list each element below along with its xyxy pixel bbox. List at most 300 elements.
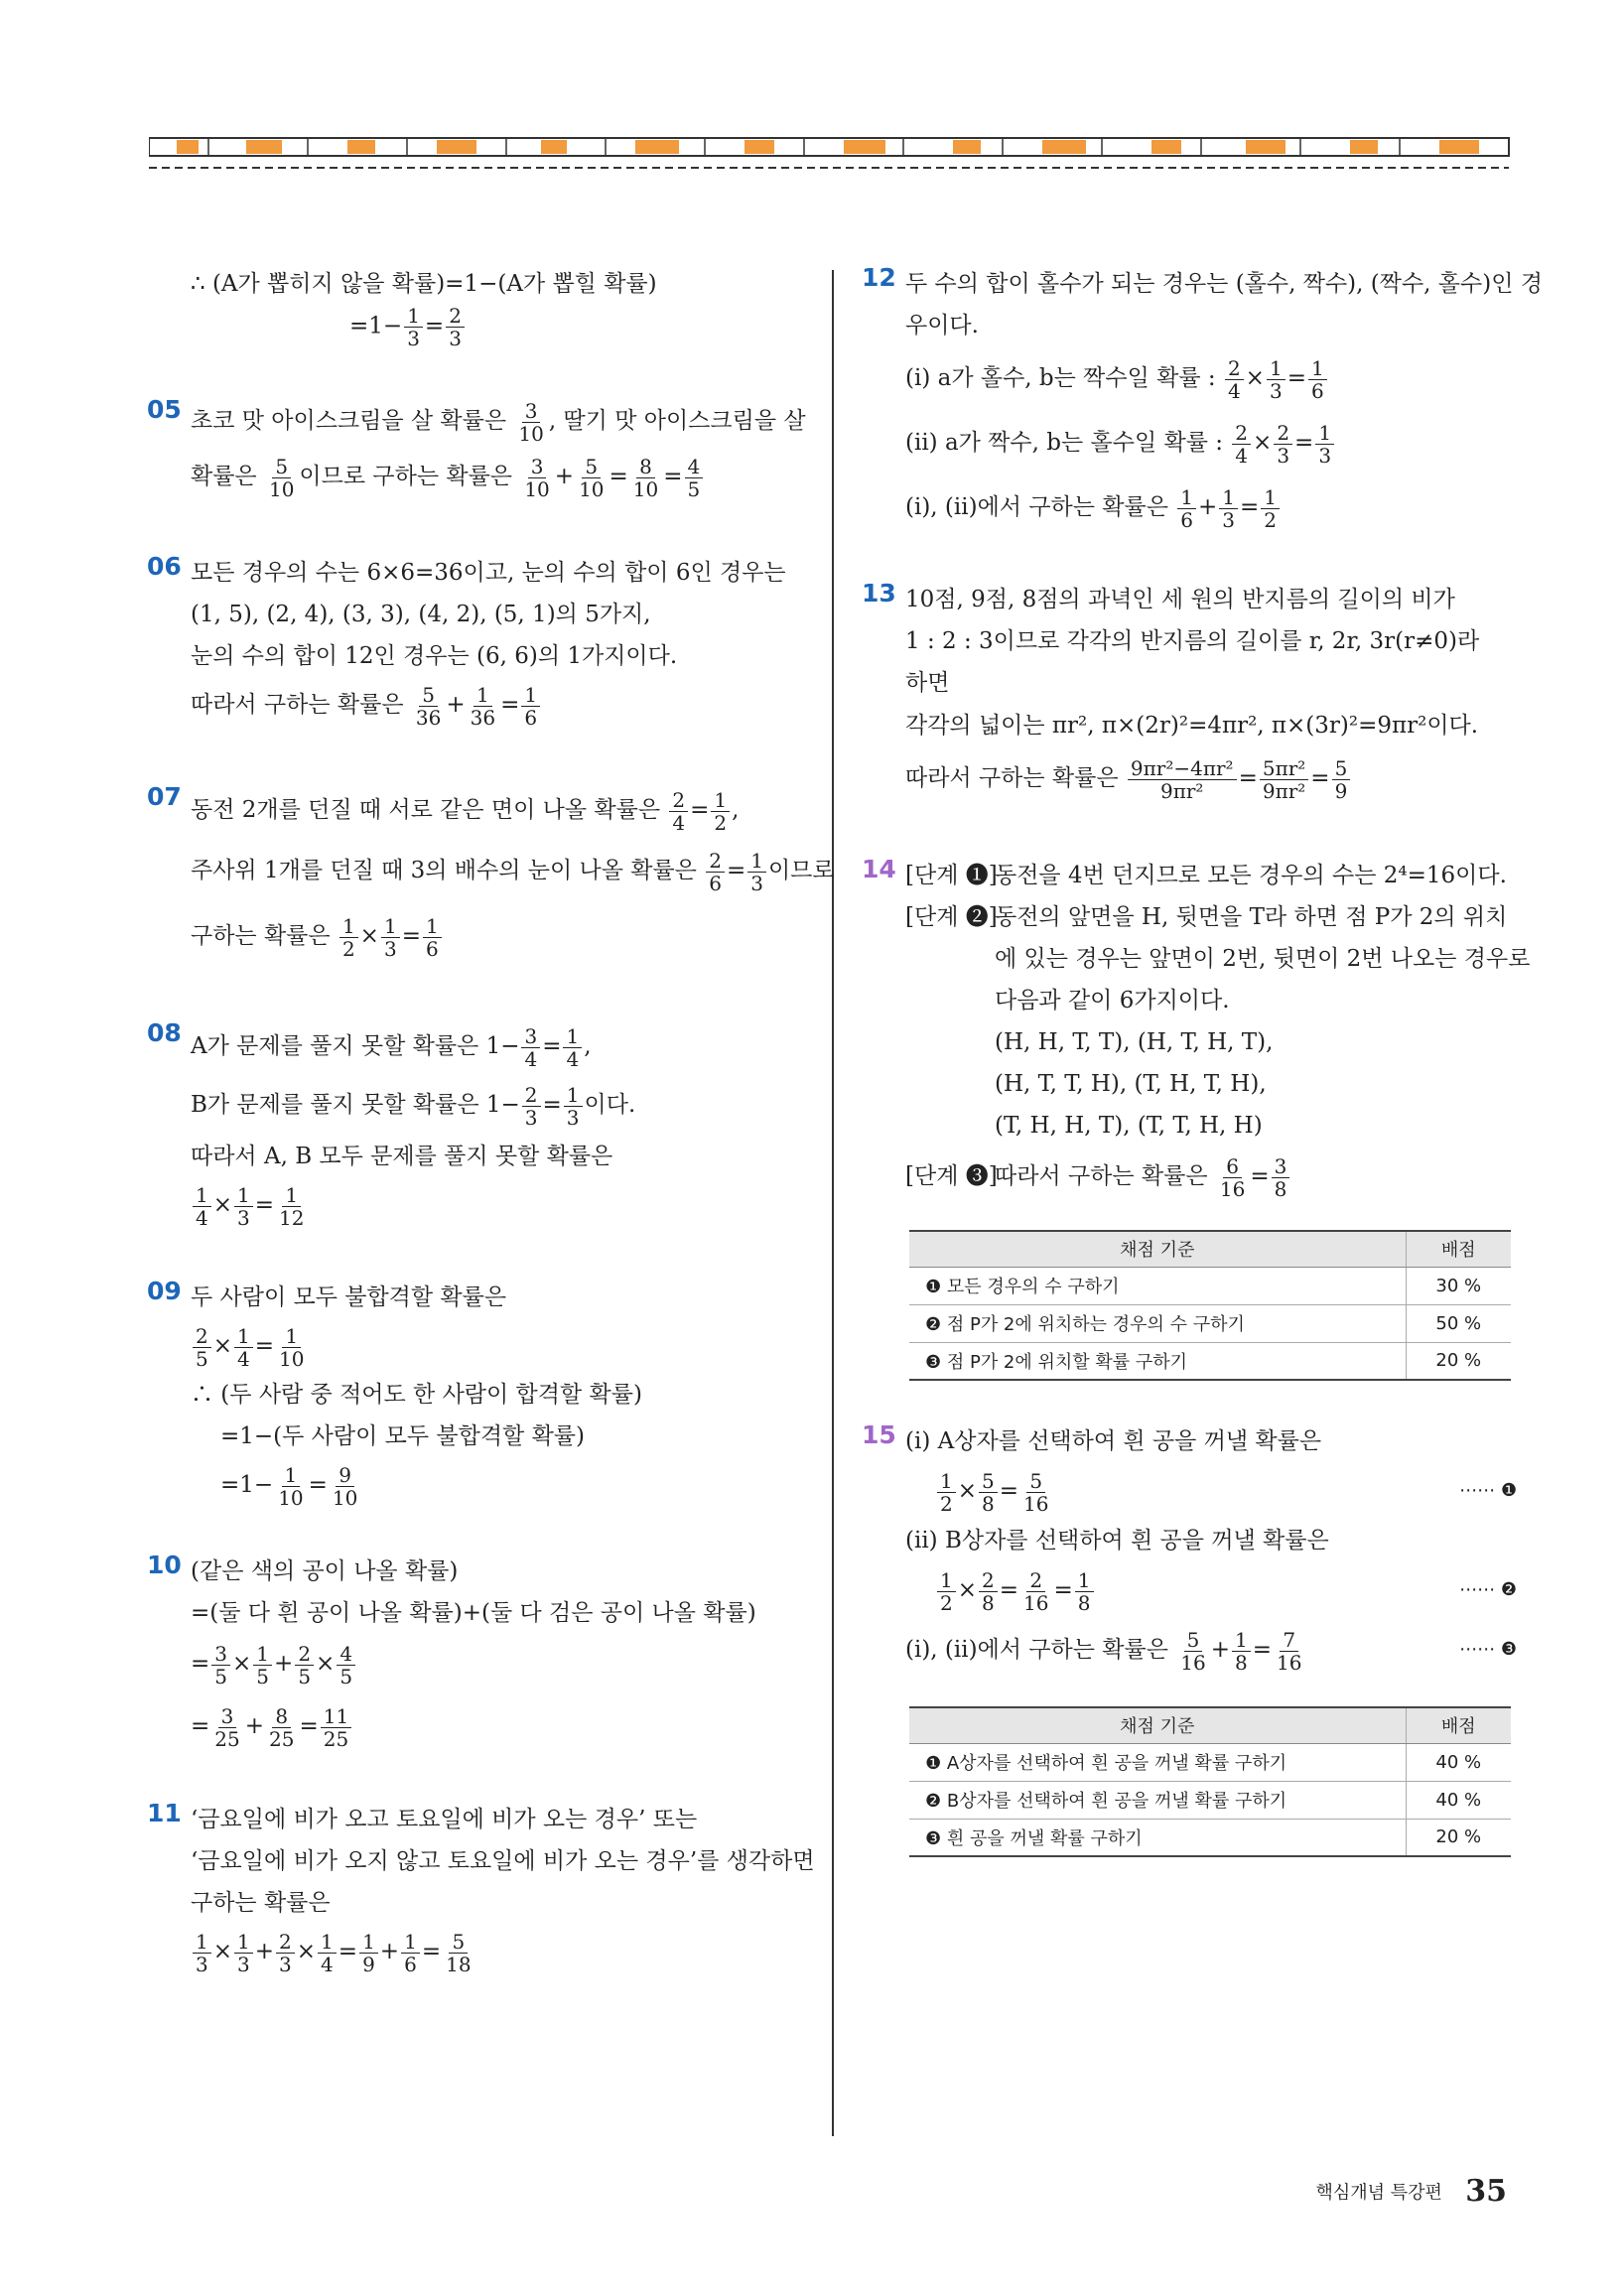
fraction bbox=[685, 456, 704, 500]
p10-line-3 bbox=[191, 1634, 812, 1693]
denominator: 2 bbox=[940, 1590, 953, 1615]
fraction bbox=[381, 915, 400, 960]
equals: = bbox=[542, 1092, 562, 1118]
problem-number: 13 bbox=[862, 579, 896, 608]
p07-text: 구하는 확률은 bbox=[191, 923, 338, 949]
p10-text: = bbox=[191, 1713, 210, 1739]
problem-08 bbox=[147, 1018, 812, 1233]
denominator: 6 bbox=[709, 871, 722, 895]
p12-text: (ⅰ), (ⅱ)에서 구하는 확률은 bbox=[905, 494, 1176, 520]
fraction bbox=[359, 1931, 378, 1975]
problem-number: 12 bbox=[862, 263, 896, 292]
table-row bbox=[909, 1267, 1511, 1304]
table-row bbox=[909, 1743, 1511, 1781]
problem-number: 11 bbox=[147, 1799, 182, 1827]
p15-line-2 bbox=[905, 1462, 1517, 1520]
p06-line-1: 모든 경우의 수는 6×6=36이고, 눈의 수의 합이 6인 경우는 bbox=[191, 560, 786, 586]
p09-text: =1− bbox=[220, 1472, 274, 1498]
problem-07 bbox=[147, 782, 835, 969]
denominator: 5 bbox=[214, 1664, 228, 1688]
fraction bbox=[253, 1643, 272, 1688]
times: × bbox=[296, 1939, 317, 1964]
denominator: 3 bbox=[407, 327, 420, 350]
p14-line-4: 다음과 같이 6가지이다. bbox=[995, 988, 1230, 1013]
numerator: 2 bbox=[446, 305, 465, 328]
problem-number: 07 bbox=[147, 782, 182, 811]
step-label: [단계 ❷] bbox=[905, 904, 998, 930]
numerator: 5 bbox=[1026, 1470, 1045, 1493]
p09-line-1: 두 사람이 모두 불합격할 확률은 bbox=[191, 1284, 507, 1310]
p05-line-2 bbox=[191, 447, 812, 506]
equals: = bbox=[500, 692, 520, 718]
denominator: 9 bbox=[1334, 778, 1348, 803]
numerator: 3 bbox=[521, 1025, 540, 1048]
denominator: 16 bbox=[1023, 1590, 1049, 1615]
times: × bbox=[1253, 430, 1273, 456]
p14-line-6: (H, T, T, H), (T, H, T, H), bbox=[995, 1071, 1267, 1097]
p08-text: A가 문제를 풀지 못할 확률은 1− bbox=[191, 1033, 520, 1059]
p10-line-4 bbox=[191, 1693, 812, 1759]
points-cell: 30 % bbox=[1406, 1267, 1511, 1304]
numerator: 5 bbox=[1184, 1629, 1203, 1652]
fraction bbox=[234, 1184, 253, 1229]
equals: = bbox=[999, 1478, 1019, 1504]
criteria-cell: ❶ A상자를 선택하여 흰 공을 꺼낼 확률 구하기 bbox=[909, 1743, 1406, 1781]
equals: = bbox=[609, 464, 628, 489]
step-label: [단계 ❶] bbox=[905, 863, 998, 888]
denominator: 8 bbox=[1077, 1590, 1091, 1615]
numerator: 1 bbox=[521, 684, 540, 707]
numerator: 5πr² bbox=[1260, 757, 1308, 780]
problem-09 bbox=[147, 1277, 812, 1513]
denominator: 25 bbox=[214, 1726, 240, 1751]
equals: = bbox=[1294, 430, 1314, 456]
denominator: 3 bbox=[566, 1105, 580, 1130]
fraction bbox=[413, 684, 444, 729]
fraction bbox=[276, 1931, 295, 1975]
times: × bbox=[212, 1192, 233, 1218]
p12-line-2: 우이다. bbox=[905, 313, 979, 338]
denominator: 5 bbox=[256, 1664, 270, 1688]
denominator: 3 bbox=[237, 1952, 250, 1976]
denominator: 2 bbox=[714, 810, 728, 835]
equals: = bbox=[1286, 365, 1306, 391]
numerator: 1 bbox=[937, 1470, 956, 1493]
numerator: 1 bbox=[401, 1931, 420, 1954]
denominator: 4 bbox=[672, 810, 686, 835]
denominator: 3 bbox=[1318, 443, 1332, 468]
p11-line-3: 구하는 확률은 bbox=[191, 1890, 331, 1916]
equals: = bbox=[663, 464, 683, 489]
fraction bbox=[275, 1464, 306, 1509]
book-title: 핵심개념 특강편 bbox=[1315, 2182, 1442, 2204]
numerator: 2 bbox=[295, 1643, 314, 1666]
fraction bbox=[521, 456, 552, 500]
denominator: 6 bbox=[404, 1952, 417, 1976]
scoring-table-14 bbox=[909, 1230, 1511, 1381]
denominator: 3 bbox=[449, 327, 462, 350]
p15-text: (ⅰ), (ⅱ)에서 구하는 확률은 bbox=[905, 1637, 1176, 1663]
fraction bbox=[211, 1705, 242, 1750]
numerator: 5 bbox=[419, 684, 438, 707]
fraction bbox=[1308, 357, 1327, 402]
fraction bbox=[515, 400, 546, 445]
p15-line-4 bbox=[905, 1561, 1517, 1619]
fraction bbox=[234, 1931, 253, 1975]
times: × bbox=[957, 1577, 978, 1603]
equals: = bbox=[421, 1939, 442, 1964]
plus: + bbox=[1198, 494, 1218, 520]
problem-04-continued bbox=[147, 263, 812, 349]
fraction bbox=[1020, 1569, 1051, 1614]
problem-number: 08 bbox=[147, 1018, 182, 1047]
fraction bbox=[1225, 357, 1244, 402]
p07-text: 이므로 bbox=[767, 858, 835, 883]
column-divider bbox=[832, 270, 834, 2136]
p14-text: 따라서 구하는 확률은 bbox=[995, 1163, 1215, 1189]
p07-text: , bbox=[732, 797, 740, 823]
equals: = bbox=[726, 858, 746, 883]
p08-line-3: 따라서 A, B 모두 문제를 풀지 못할 확률은 bbox=[191, 1144, 613, 1169]
p13-line-4: 각각의 넓이는 πr², π×(2r)²=4πr², π×(3r)²=9πr²이다. bbox=[905, 713, 1479, 739]
p07-text: 동전 2개를 던질 때 서로 같은 면이 나올 확률은 bbox=[191, 797, 668, 823]
fraction bbox=[318, 1931, 337, 1975]
numerator: 1 bbox=[474, 684, 492, 707]
numerator: 1 bbox=[747, 850, 766, 873]
p13-line-1: 10점, 9점, 8점의 과녁인 세 원의 반지름의 길이의 비가 bbox=[905, 587, 1455, 612]
points-cell: 20 % bbox=[1406, 1342, 1511, 1380]
fraction bbox=[1274, 1629, 1304, 1674]
fraction bbox=[1075, 1569, 1094, 1614]
criteria-cell: ❶ 모든 경우의 수 구하기 bbox=[909, 1267, 1406, 1304]
p06-line-3: 눈의 수의 합이 12인 경우는 (6, 6)의 1가지이다. bbox=[191, 643, 678, 669]
equals: = bbox=[401, 923, 421, 949]
denominator: 3 bbox=[1269, 378, 1283, 403]
criteria-cell: ❷ B상자를 선택하여 흰 공을 꺼낼 확률 구하기 bbox=[909, 1781, 1406, 1819]
fraction bbox=[1219, 486, 1238, 531]
equals: = bbox=[999, 1577, 1019, 1603]
problem-10 bbox=[147, 1551, 812, 1759]
p05-text: , 딸기 맛 아이스크림을 살 bbox=[548, 408, 806, 434]
numerator: 1 bbox=[1261, 486, 1280, 509]
fraction bbox=[295, 1643, 314, 1688]
fraction bbox=[404, 305, 423, 349]
fraction bbox=[1177, 1629, 1208, 1674]
p08-line-2 bbox=[191, 1074, 812, 1136]
p15-line-5 bbox=[905, 1619, 1517, 1681]
fraction bbox=[576, 456, 607, 500]
fraction bbox=[423, 915, 442, 960]
fraction bbox=[711, 789, 730, 834]
fraction bbox=[276, 1184, 307, 1229]
numerator: 3 bbox=[218, 1705, 237, 1728]
equals: = bbox=[1252, 1637, 1273, 1663]
denominator: 5 bbox=[339, 1664, 353, 1688]
denominator: 5 bbox=[196, 1346, 208, 1371]
fraction bbox=[446, 305, 465, 349]
problem-12 bbox=[862, 263, 1543, 539]
numerator: 1 bbox=[563, 1025, 582, 1048]
plus: + bbox=[379, 1939, 400, 1964]
denominator: 25 bbox=[323, 1726, 349, 1751]
criteria-cell: ❸ 흰 공을 꺼낼 확률 구하기 bbox=[909, 1819, 1406, 1856]
times: × bbox=[316, 1651, 336, 1677]
denominator: 3 bbox=[279, 1952, 292, 1976]
fraction bbox=[337, 1643, 355, 1688]
denominator: 36 bbox=[470, 705, 496, 730]
equals: = bbox=[542, 1033, 562, 1059]
numerator: 2 bbox=[669, 789, 688, 812]
denominator: 3 bbox=[750, 871, 763, 895]
p04-line-1: ∴ (A가 뽑히지 않을 확률)=1−(A가 뽑힐 확률) bbox=[191, 271, 657, 297]
plus: + bbox=[554, 464, 575, 489]
p08-line-1 bbox=[191, 1018, 812, 1074]
fraction bbox=[468, 684, 498, 729]
numerator: 1 bbox=[404, 305, 423, 328]
criteria-cell: ❷ 점 P가 2에 위치하는 경우의 수 구하기 bbox=[909, 1304, 1406, 1342]
numerator: 3 bbox=[522, 400, 541, 423]
left-column bbox=[147, 263, 835, 1979]
fraction bbox=[1232, 1629, 1251, 1674]
denominator: 12 bbox=[279, 1205, 305, 1230]
fraction bbox=[211, 1643, 230, 1688]
numerator: 9πr²−4πr² bbox=[1128, 757, 1237, 780]
p14-line-3: 에 있는 경우는 앞면이 2번, 뒷면이 2번 나오는 경우로 bbox=[995, 946, 1531, 972]
p15-line-3: (ⅱ) B상자를 선택하여 흰 공을 꺼낼 확률은 bbox=[905, 1528, 1329, 1553]
fraction bbox=[266, 456, 297, 500]
problem-06 bbox=[147, 552, 812, 733]
table-row bbox=[909, 1342, 1511, 1380]
denominator: 6 bbox=[524, 705, 538, 730]
fraction bbox=[522, 1084, 541, 1129]
denominator: 6 bbox=[425, 936, 439, 961]
denominator: 4 bbox=[321, 1952, 334, 1976]
numerator: 1 bbox=[253, 1643, 272, 1666]
p12-line-3 bbox=[905, 346, 1517, 410]
times: × bbox=[232, 1651, 252, 1677]
denominator: 3 bbox=[524, 1105, 538, 1130]
denominator: 9πr² bbox=[1262, 778, 1306, 803]
problem-number: 05 bbox=[147, 395, 182, 424]
fraction bbox=[1267, 357, 1286, 402]
plus: + bbox=[1210, 1637, 1230, 1663]
equals: = bbox=[254, 1192, 275, 1218]
denominator: 16 bbox=[1180, 1650, 1206, 1675]
numerator: 5 bbox=[1332, 757, 1351, 780]
fraction bbox=[193, 1325, 211, 1370]
denominator: 6 bbox=[1310, 378, 1324, 403]
fraction bbox=[321, 1705, 351, 1750]
equals: = bbox=[338, 1939, 358, 1964]
p12-line-5 bbox=[905, 475, 1517, 539]
p14-line-7: (T, H, H, T), (T, T, H, H) bbox=[995, 1113, 1263, 1139]
denominator: 5 bbox=[687, 476, 701, 501]
p04-line-2 bbox=[191, 305, 812, 349]
numerator: 1 bbox=[1308, 357, 1327, 380]
fraction bbox=[1020, 1470, 1051, 1515]
numerator: 1 bbox=[193, 1931, 211, 1954]
denominator: 8 bbox=[982, 1590, 995, 1615]
fraction bbox=[630, 456, 661, 500]
step-label: [단계 ❸] bbox=[905, 1163, 998, 1189]
numerator: 1 bbox=[423, 915, 442, 938]
fraction bbox=[1217, 1155, 1248, 1200]
fraction bbox=[1261, 486, 1280, 531]
fraction bbox=[937, 1569, 956, 1614]
page-footer bbox=[1316, 2174, 1508, 2209]
criteria-header: 채점 기준 bbox=[909, 1707, 1406, 1743]
p12-text: (ⅱ) a가 짝수, b는 홀수일 확률 : bbox=[905, 430, 1231, 456]
p06-line-4 bbox=[191, 677, 812, 733]
numerator: 2 bbox=[979, 1569, 998, 1592]
p08-text: , bbox=[584, 1033, 592, 1059]
denominator: 16 bbox=[1023, 1491, 1049, 1516]
p08-line-4 bbox=[191, 1177, 812, 1233]
equals: = bbox=[1250, 1163, 1270, 1189]
times: × bbox=[212, 1333, 233, 1359]
fraction bbox=[276, 1325, 307, 1370]
page-number: 35 bbox=[1465, 2174, 1507, 2209]
plus: + bbox=[446, 692, 466, 718]
denominator: 10 bbox=[332, 1485, 358, 1510]
fraction bbox=[937, 1470, 956, 1515]
fraction bbox=[669, 789, 688, 834]
equals: = bbox=[1238, 765, 1258, 791]
p11-line-1: ‘금요일에 비가 오고 토요일에 비가 오는 경우’ 또는 bbox=[191, 1807, 698, 1832]
p08-text: 이다. bbox=[584, 1092, 636, 1118]
p10-line-2: =(둘 다 흰 공이 나올 확률)+(둘 다 검은 공이 나올 확률) bbox=[191, 1600, 756, 1626]
numerator: 1 bbox=[359, 1931, 378, 1954]
fraction bbox=[1272, 1155, 1290, 1200]
numerator: 1 bbox=[1315, 422, 1334, 445]
equals: = bbox=[1310, 765, 1330, 791]
fraction bbox=[1332, 757, 1351, 802]
equals: = bbox=[308, 1472, 328, 1498]
p06-line-2: (1, 5), (2, 4), (3, 3), (4, 2), (5, 1)의 5가지, bbox=[191, 602, 651, 627]
fraction bbox=[1274, 422, 1292, 467]
equals: = bbox=[1240, 494, 1260, 520]
equals: = bbox=[690, 797, 710, 823]
fraction bbox=[563, 1025, 582, 1070]
p12-line-4 bbox=[905, 410, 1517, 475]
fraction bbox=[979, 1470, 998, 1515]
times: × bbox=[957, 1478, 978, 1504]
p12-text: (ⅰ) a가 홀수, b는 짝수일 확률 : bbox=[905, 365, 1223, 391]
fraction bbox=[1232, 422, 1251, 467]
p10-text: = bbox=[191, 1651, 210, 1677]
numerator: 1 bbox=[1075, 1569, 1094, 1592]
plus: + bbox=[244, 1713, 265, 1739]
equals: = bbox=[424, 313, 445, 339]
p11-line-4 bbox=[191, 1924, 812, 1979]
denominator: 8 bbox=[1235, 1650, 1248, 1675]
denominator: 10 bbox=[268, 476, 295, 501]
p09-line-2 bbox=[191, 1318, 812, 1374]
numerator: 2 bbox=[706, 850, 725, 873]
denominator: 4 bbox=[524, 1046, 538, 1071]
p05-text: 초코 맛 아이스크림을 살 확률은 bbox=[191, 408, 514, 434]
denominator: 3 bbox=[237, 1205, 250, 1230]
p13-text: 따라서 구하는 확률은 bbox=[905, 765, 1126, 791]
table-row bbox=[909, 1304, 1511, 1342]
numerator: 1 bbox=[282, 1464, 301, 1487]
problem-number: 10 bbox=[147, 1551, 182, 1579]
points-cell: 40 % bbox=[1406, 1781, 1511, 1819]
numerator: 2 bbox=[276, 1931, 295, 1954]
numerator: 1 bbox=[711, 789, 730, 812]
fraction bbox=[1128, 757, 1237, 802]
denominator: 3 bbox=[1277, 443, 1290, 468]
equals: = bbox=[254, 1333, 275, 1359]
table-row bbox=[909, 1781, 1511, 1819]
denominator: 6 bbox=[1180, 507, 1193, 532]
p14-line-1 bbox=[905, 855, 1517, 896]
denominator: 5 bbox=[298, 1664, 312, 1688]
p13-line-2: 1 : 2 : 3이므로 각각의 반지름의 길이를 r, 2r, 3r(r≠0)라 bbox=[905, 628, 1480, 654]
plus: + bbox=[254, 1939, 275, 1964]
denominator: 16 bbox=[1219, 1176, 1246, 1201]
numerator: 3 bbox=[211, 1643, 230, 1666]
numerator: 1 bbox=[318, 1931, 337, 1954]
p14-line-2 bbox=[905, 896, 1517, 938]
fraction bbox=[706, 850, 725, 894]
problem-number: 14 bbox=[862, 855, 896, 883]
problem-13 bbox=[862, 579, 1517, 809]
p15-line-1: (ⅰ) A상자를 선택하여 흰 공을 꺼낼 확률은 bbox=[905, 1428, 1322, 1454]
p09-line-4: =1−(두 사람이 모두 불합격할 확률) bbox=[220, 1423, 585, 1449]
numerator: 9 bbox=[336, 1464, 354, 1487]
denominator: 8 bbox=[982, 1491, 995, 1516]
points-cell: 40 % bbox=[1406, 1743, 1511, 1781]
denominator: 4 bbox=[196, 1205, 208, 1230]
points-header: 배점 bbox=[1406, 1707, 1511, 1743]
step-marker: ⋯⋯ ❶ bbox=[1459, 1480, 1517, 1501]
problem-11 bbox=[147, 1799, 815, 1979]
times: × bbox=[359, 923, 379, 949]
numerator: 2 bbox=[1026, 1569, 1045, 1592]
header-ruler-decoration bbox=[149, 134, 1511, 174]
numerator: 1 bbox=[564, 1084, 583, 1107]
numerator: 6 bbox=[1223, 1155, 1242, 1178]
numerator: 1 bbox=[282, 1325, 301, 1348]
denominator: 18 bbox=[446, 1952, 472, 1976]
denominator: 10 bbox=[524, 476, 550, 501]
denominator: 3 bbox=[383, 936, 397, 961]
p12-line-1: 두 수의 합이 홀수가 되는 경우는 (홀수, 짝수), (짝수, 홀수)인 경 bbox=[905, 271, 1543, 297]
denominator: 36 bbox=[415, 705, 442, 730]
numerator: 3 bbox=[528, 456, 547, 478]
denominator: 2 bbox=[341, 936, 355, 961]
p04-text: =1− bbox=[349, 313, 403, 339]
fraction bbox=[330, 1464, 360, 1509]
problem-number: 15 bbox=[862, 1420, 896, 1449]
p07-line-3 bbox=[191, 903, 812, 969]
numerator: 5 bbox=[449, 1931, 468, 1954]
p13-line-5 bbox=[905, 747, 1517, 809]
problem-05 bbox=[147, 395, 812, 506]
numerator: 1 bbox=[1267, 357, 1286, 380]
fraction bbox=[521, 1025, 540, 1070]
numerator: 2 bbox=[1225, 357, 1244, 380]
numerator: 2 bbox=[522, 1084, 541, 1107]
denominator: 3 bbox=[1222, 507, 1236, 532]
numerator: 4 bbox=[337, 1643, 355, 1666]
p05-text: 이므로 구하는 확률은 bbox=[299, 464, 520, 489]
times: × bbox=[212, 1939, 233, 1964]
numerator: 1 bbox=[937, 1569, 956, 1592]
p08-text: B가 문제를 풀지 못할 확률은 1− bbox=[191, 1092, 520, 1118]
denominator: 10 bbox=[279, 1346, 305, 1371]
